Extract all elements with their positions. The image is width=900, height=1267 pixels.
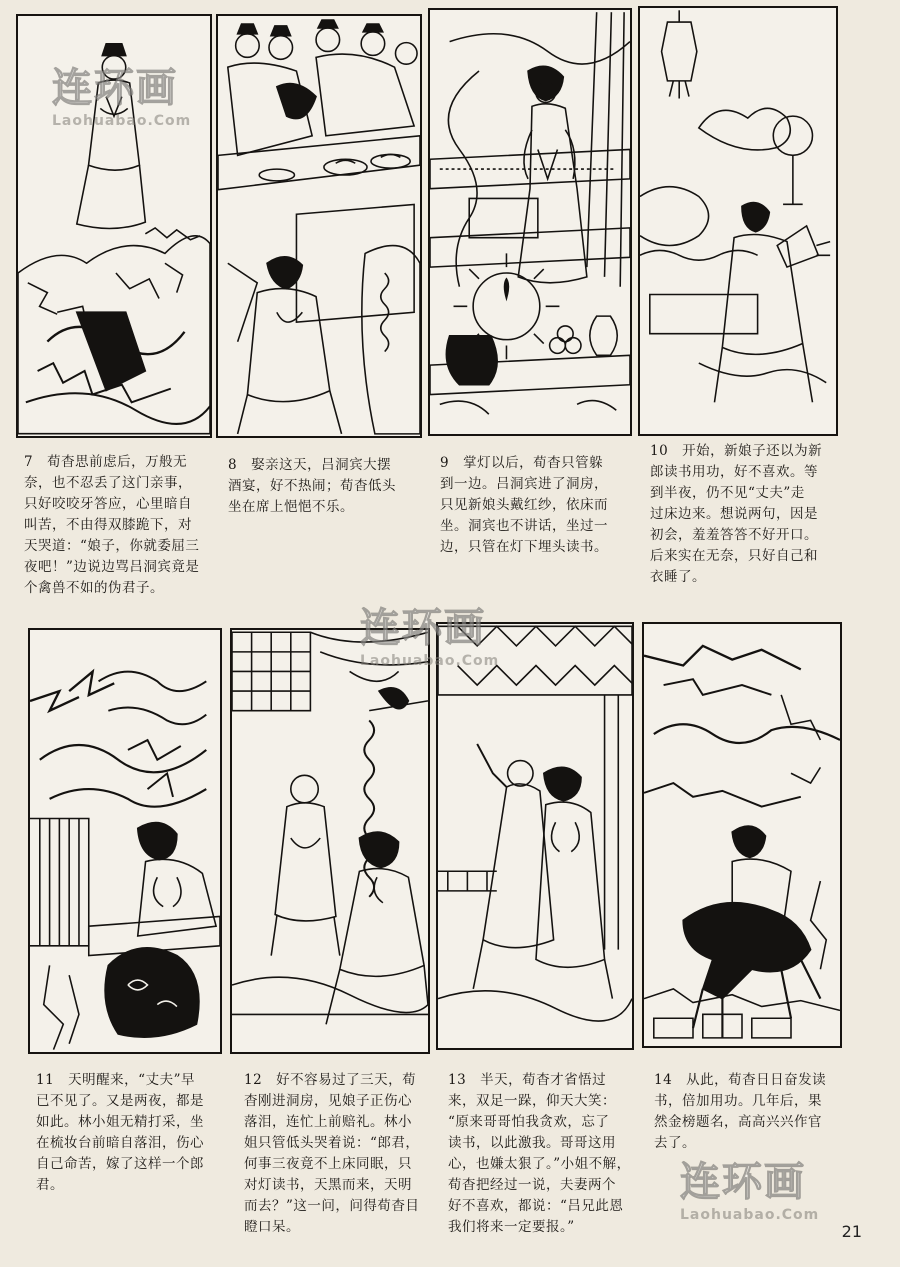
panel-8-illustration	[216, 14, 422, 438]
panel-14-illustration	[642, 622, 842, 1048]
panel-8-caption: 8 娶亲这天，吕洞宾大摆 酒宴，好不热闹；荀杳低头 坐在席上悒悒不乐。	[228, 457, 396, 515]
panel-9-caption: 9 掌灯以后，荀杳只管躲 到一边。吕洞宾进了洞房， 只见新娘头戴红纱，依床而 坐。洞宾也不讲话，坐过一 边，只管在灯下埋头读书。	[440, 455, 608, 555]
panel-14-caption: 14 从此，荀杳日日奋发读 书，倍加用功。几年后，果 然金榜题名，高高兴兴作官 去了。	[654, 1072, 827, 1151]
panel-9-illustration	[428, 8, 632, 436]
watermark-url: Laohuabao.Com	[360, 653, 500, 669]
panel-10-illustration	[638, 6, 838, 436]
panel-12-caption: 12 好不容易过了三天，荀 杳刚进洞房，见娘子正伤心 落泪，连忙上前赔礼。林小 姐只管低头哭着说：“郎君， 何事三夜竟不上床同眠，只 对灯读书，天黑而来，天明 而去？”这一问，问得荀杳目 瞪口呆。	[244, 1072, 420, 1235]
page-number: 21	[841, 1222, 862, 1241]
watermark-url: Laohuabao.Com	[52, 113, 192, 129]
watermark-cn: 连环画	[680, 1159, 806, 1205]
panel-10-caption: 10 开始，新娘子还以为新 郎读书用功，好不喜欢。等 到半夜，仍不见“丈夫”走 过床边来。想说两句，因是 初会，羞羞答答不好开口。 后来实在无奈，只好自己和 衣睡了。	[650, 443, 823, 585]
panel-11-illustration	[28, 628, 222, 1054]
panel-7-illustration	[16, 14, 212, 438]
watermark-cn: 连环画	[52, 65, 178, 111]
panel-12-illustration	[230, 628, 430, 1054]
watermark-bottom-right	[680, 1150, 819, 1223]
panel-11-caption: 11 天明醒来，“丈夫”早 已不见了。又是两夜，都是 如此。林小姐无精打采，坐 在梳妆台前暗自落泪，伤心 自己命苦，嫁了这样一个郎 君。	[36, 1072, 204, 1193]
panel-13-caption: 13 半天，荀杳才省悟过 来，双足一跺，仰天大笑： “原来哥哥怕我贪欢，忘了 读书，以此激我。哥哥这用 心，也嫌太狠了。”小姐不解， 荀杳把经过一说，夫妻两个 好不喜欢，都说：“吕兄此恩 我们将来一定要报。”	[448, 1072, 631, 1235]
watermark-cn: 连环画	[360, 605, 486, 651]
panel-7-caption: 7 荀杳思前虑后，万般无 奈，也不忍丢了这门亲事， 只好咬咬牙答应，心里暗自 叫苦，不由得双膝跪下，对 天哭道：“娘子，你就委屈三 夜吧！”边说边骂吕洞宾竟是 个禽兽不如的伪君子。	[24, 454, 200, 596]
watermark-url: Laohuabao.Com	[680, 1207, 820, 1223]
panel-13-illustration	[436, 622, 634, 1050]
